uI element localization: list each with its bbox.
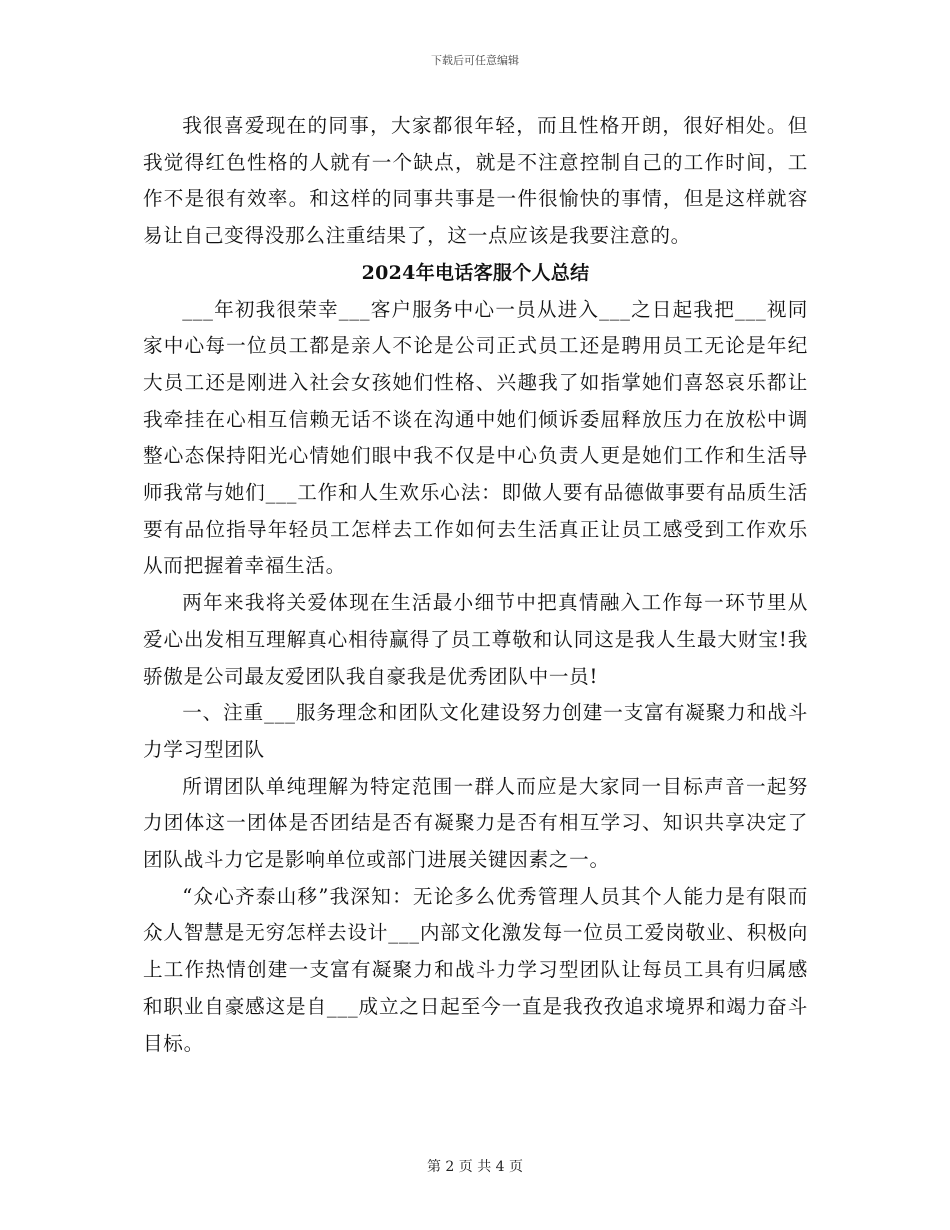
body-paragraph: ___年初我很荣幸___客户服务中心一员从进入___之日起我把___视同家中心每一位员工都是亲人不论是公司正式员工还是聘用员工无论是年纪大员工还是刚进入社会女孩她们性格、兴趣我了如指掌她们喜怒哀乐都让我牵挂在心相互信赖无话不谈在沟通中她们倾诉委屈释放压力在放松中调整心态保持阳光心情她们眼中我不仅是中心负责人更是她们工作和生活导师我常与她们___工作和人生欢乐心法：即做人要有品德做事要有品质生活要有品位指导年轻员工怎样去工作如何去生活真正让员工感受到工作欢乐从而把握着幸福生活。 xyxy=(143,297,808,578)
header-note: 下载后可任意编辑 xyxy=(431,54,519,67)
intro-paragraph: 我很喜爱现在的同事，大家都很年轻，而且性格开朗，很好相处。但我觉得红色性格的人就有一个缺点，就是不注意控制自己的工作时间，工作不是很有效率。和这样的同事共事是一件很愉快的事情，但是这样就容易让自己变得没那么注重结果了，这一点应该是我要注意的。 xyxy=(143,114,808,248)
document-title: 2024年电话客服个人总结 xyxy=(361,261,590,284)
section-heading: 一、注重___服务理念和团队文化建设努力创建一支富有凝聚力和战斗力学习型团队 xyxy=(143,701,808,761)
body-paragraph: 两年来我将关爱体现在生活最小细节中把真情融入工作每一环节里从爱心出发相互理解真心相待赢得了员工尊敬和认同这是我人生最大财宝!我骄傲是公司最友爱团队我自豪我是优秀团队中一员! xyxy=(143,591,808,688)
body-paragraph: 所谓团队单纯理解为特定范围一群人而应是大家同一目标声音一起努力团体这一团体是否团结是否有凝聚力是否有相互学习、知识共享决定了团队战斗力它是影响单位或部门进展关键因素之一。 xyxy=(143,774,808,872)
document-body xyxy=(143,108,808,1062)
body-paragraph: “众心齐泰山移”我深知：无论多么优秀管理人员其个人能力是有限而众人智慧是无穷怎样去设计___内部文化激发每一位员工爱岗敬业、积极向上工作热情创建一支富有凝聚力和战斗力学习型团队让每员工具有归属感和职业自豪感这是自___成立之日起至今一直是我孜孜追求境界和竭力奋斗目标。 xyxy=(143,884,808,1055)
page-number: 第 2 页 共 4 页 xyxy=(426,1159,524,1175)
